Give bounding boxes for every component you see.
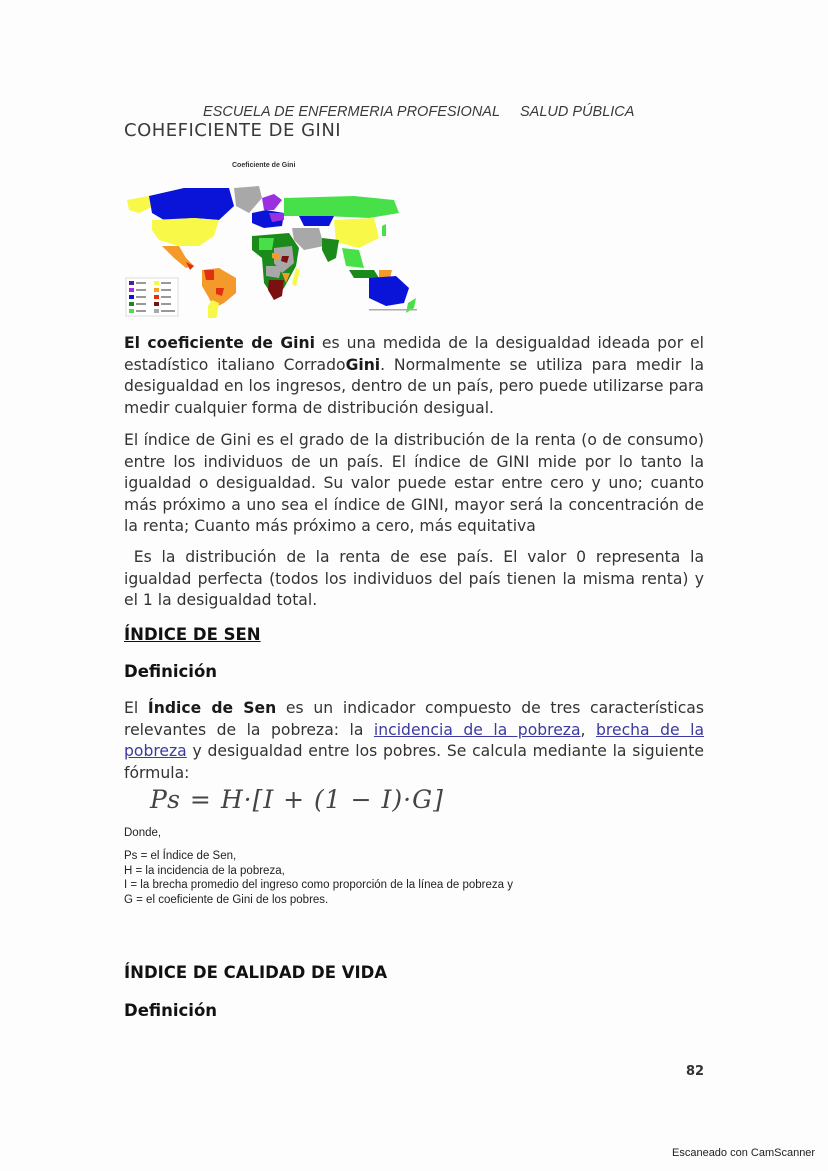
page-number: 82 bbox=[686, 1064, 705, 1079]
text: , bbox=[580, 720, 597, 739]
header-school: ESCUELA DE ENFERMERIA PROFESIONAL bbox=[203, 104, 501, 120]
map-title: Coeficiente de Gini bbox=[232, 162, 296, 169]
text: . Normalmente se utiliza para medir la desigualdad en los ingresos, dentro de un país, pero puede utilizarse para medir cualquier forma de distribución desigual. bbox=[124, 355, 704, 417]
definition-i: I = la brecha promedio del ingreso como proporción de la línea de pobreza y bbox=[124, 879, 514, 891]
calidad-heading: ÍNDICE DE CALIDAD DE VIDA bbox=[124, 963, 388, 982]
gini-term: El coeficiente de Gini bbox=[124, 334, 315, 352]
gini-paragraph-2: El índice de Gini es el grado de la distribución de la renta (o de consumo) entre los individuos de un país. El índice de GINI mide por lo tanto la igualdad o desigualdad. Su valor puede estar entre cero y uno; cuanto más próximo a uno sea el índice de GINI, mayor será la concentración de la renta; Cuanto más próximo a cero, más equitativa bbox=[124, 431, 704, 535]
definition-g: G = el coeficiente de Gini de los pobres. bbox=[124, 893, 329, 906]
world-map-graphic bbox=[124, 158, 422, 318]
sen-paragraph bbox=[124, 698, 704, 784]
sen-heading: ÍNDICE DE SEN bbox=[124, 625, 261, 644]
formula-definitions bbox=[124, 849, 513, 907]
definition-ps: Ps = el Índice de Sen, bbox=[124, 850, 237, 862]
link-brecha-pobreza[interactable]: brecha de la pobreza bbox=[124, 720, 705, 760]
gini-paragraph-1 bbox=[124, 333, 704, 419]
text: y desigualdad entre los pobres. Se calcula mediante la siguiente fórmula: bbox=[124, 742, 704, 782]
header-course: SALUD PÚBLICA bbox=[520, 104, 635, 120]
calidad-definition-heading: Definición bbox=[124, 1001, 218, 1020]
sen-definition-heading: Definición bbox=[124, 662, 218, 681]
link-incidencia-pobreza[interactable]: incidencia de la pobreza bbox=[373, 720, 581, 739]
definition-h: H = la incidencia de la pobreza, bbox=[124, 864, 285, 877]
camscanner-watermark: Escaneado con CamScanner bbox=[672, 1147, 816, 1159]
gini-paragraph-3: Es la distribución de la renta de ese país. El valor 0 representa la igualdad perfecta (todos los individuos del país tienen la misma renta) y el 1 la desigualdad total. bbox=[124, 548, 709, 609]
sen-term: Índice de Sen bbox=[147, 699, 277, 717]
gini-surname: Gini bbox=[345, 355, 381, 374]
text: El bbox=[124, 699, 148, 717]
sen-formula: Ps = H·[I + (1 − I)·G] bbox=[150, 785, 444, 814]
donde-label: Donde, bbox=[124, 827, 162, 839]
text: es un indicador compuesto de tres características relevantes de la pobreza: la bbox=[124, 699, 704, 739]
gini-world-map bbox=[124, 158, 422, 318]
text: es una medida de la desigualdad ideada por el estadístico italiano Corrado bbox=[124, 334, 704, 374]
section-title: COHEFICIENTE DE GINI bbox=[124, 120, 342, 141]
